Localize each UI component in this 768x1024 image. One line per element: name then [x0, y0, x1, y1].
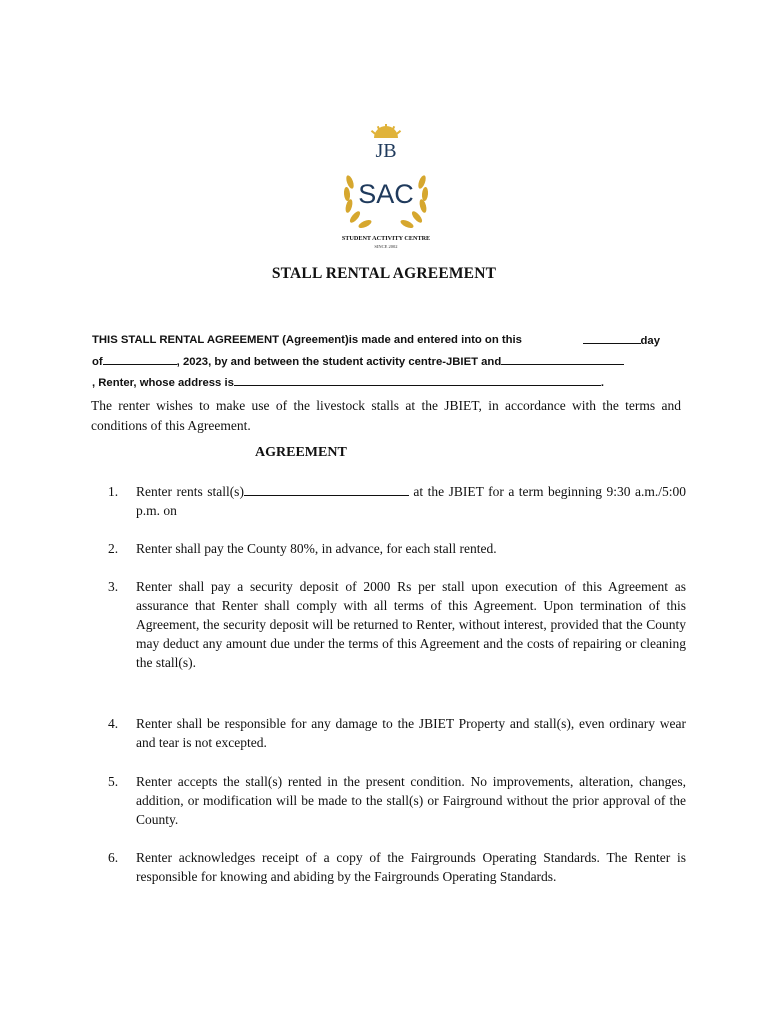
list-item-number: 5. [108, 774, 119, 789]
intro-paragraph [92, 330, 660, 393]
sac-logo-graphic [334, 124, 438, 250]
intro-period: . [600, 377, 605, 389]
renter-name-blank [501, 351, 624, 365]
intro-line-3 [92, 372, 660, 393]
list-item-text: Renter shall pay the County 80%, in advance, for each stall rented. [136, 541, 497, 556]
logo-sac-text: SAC [358, 179, 414, 209]
list-item-number: 3. [108, 579, 119, 594]
purpose-paragraph: The renter wishes to make use of the livestock stalls at the JBIET, in accordance with the terms and conditions of this Agreement. [91, 398, 681, 433]
logo-jb-text: JB [375, 140, 397, 162]
list-item-number: 6. [108, 850, 119, 865]
list-item-text: Renter accepts the stall(s) rented in the present condition. No improvements, alteration, changes, addition, or modification will be made to the stall(s) or Fairground without the prior approval of the County. [136, 774, 686, 827]
logo-since: SINCE 2002 [374, 244, 398, 249]
list-item-number: 2. [108, 541, 119, 556]
intro-line-3-text: , Renter, whose address is [92, 377, 234, 389]
list-item-text [136, 482, 686, 520]
stall-number-blank [244, 483, 409, 496]
intro-line-1-end [583, 330, 660, 351]
intro-line-2-text: , 2023, by and between the student activity centre-JBIET and [176, 356, 502, 368]
intro-line-1 [92, 330, 660, 351]
intro-line-1-text: THIS STALL RENTAL AGREEMENT (Agreement)is made and entered into on this [92, 334, 522, 346]
day-blank [583, 330, 641, 344]
item-1-text-b: at the JBIET for a term beginning 9:30 a.m./5:00 p.m. on [136, 484, 686, 518]
sac-logo [334, 124, 438, 250]
intro-day-word: day [640, 335, 660, 347]
logo-caption: STUDENT ACTIVITY CENTRE [341, 235, 431, 242]
list-item-number: 4. [108, 716, 119, 731]
sun-icon [371, 124, 401, 138]
item-1-text-a: Renter rents stall(s) [136, 484, 244, 499]
agreement-heading: AGREEMENT [255, 445, 347, 460]
address-blank [234, 372, 601, 386]
list-item-text: Renter acknowledges receipt of a copy of the Fairgrounds Operating Standards. The Renter is responsible for knowing and abiding by the Fairgrounds Operating Standards. [136, 850, 686, 884]
intro-line-2 [92, 351, 660, 372]
document-title: STALL RENTAL AGREEMENT [271, 265, 497, 282]
intro-of-word: of [92, 356, 103, 368]
list-item-text: Renter shall pay a security deposit of 2000 Rs per stall upon execution of this Agreement as assurance that Renter shall comply with all terms of this Agreement. Upon termination of this Agreement, the security deposit will be returned to Renter, without interest, provided that the County may deduct any amount due under the terms of this Agreement and the costs of repairing or cleaning the stall(s). [136, 579, 686, 670]
list-item-text: Renter shall be responsible for any damage to the JBIET Property and stall(s), even ordinary wear and tear is not excepted. [136, 716, 686, 750]
list-item-number: 1. [108, 484, 119, 499]
month-blank [103, 351, 177, 365]
